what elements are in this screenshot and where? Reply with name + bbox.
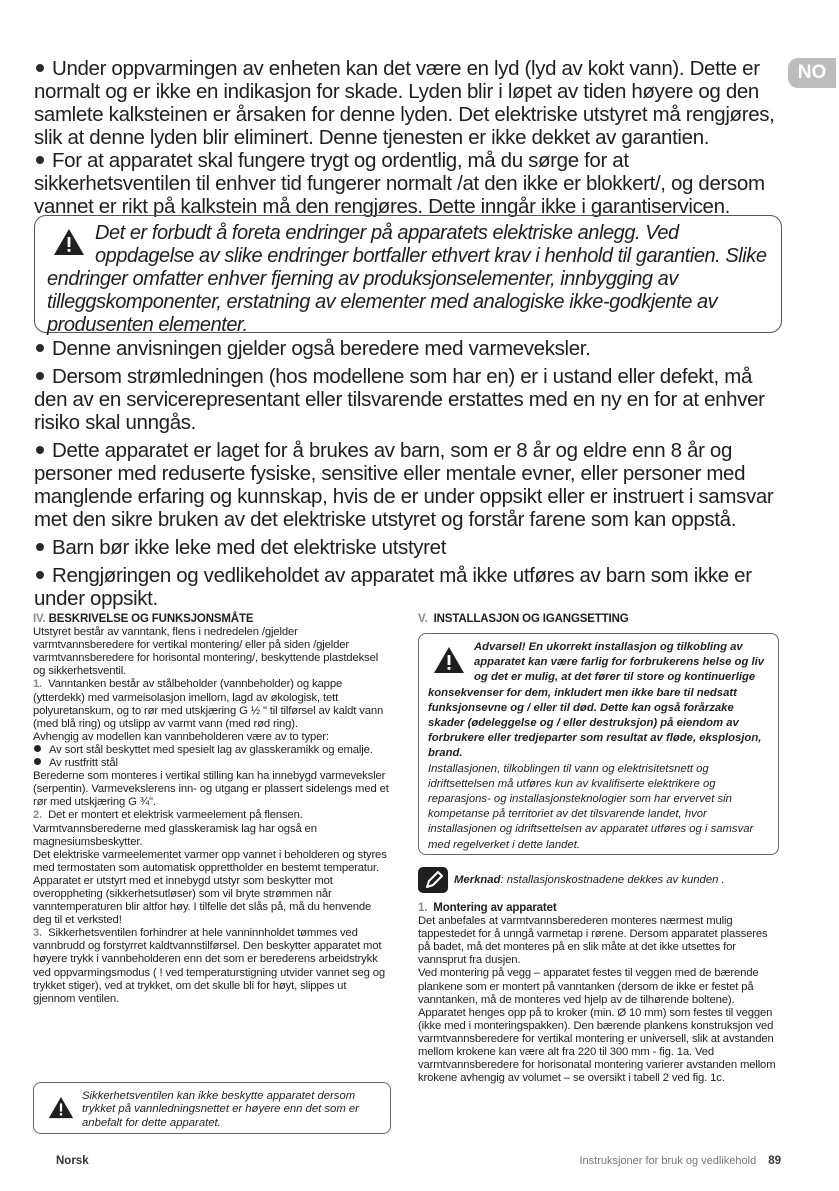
- pencil-icon: [418, 867, 448, 893]
- subsection-heading: 1. Montering av apparatet: [418, 902, 557, 914]
- bullet-dot-icon: [36, 543, 44, 551]
- page-number: 89: [768, 1155, 781, 1167]
- footer-doc-title: Instruksjoner for bruk og vedlikehold 89: [579, 1155, 781, 1167]
- section-v-mounting: 1. Montering av apparatet Det anbefales at varmtvannsberederen monteres nærmest mulig tappestedet for å unngå varmetap i rørene. Dersom apparatet plasseres på badet, må det monteres på en slik måte at det ikke utsettes for vannsprut fra dusjen. Ved montering på vegg – apparatet festes til veggen med de bærende plankene som er montert på vanntanken (dersom de ikke er festet på vanntanken, må de monteres ved hjelp av de tilhørende boltene). Apparatet henges opp på to kroker (min. Ø 10 mm) som festes til veggen (ikke med i monteringspakken). Den bærende plankens konstruksjon ved varmtvannsberedere for vertikal montering er universell, slik at avstanden mellom krokene kan være alt fra 220 til 300 mm - fig. 1a. Ved varmtvannsberedere for horisonatal montering varierer avstanden mellom krokene avhengig av volumet – se oversikt i tabell 2 ved fig. 1c.: [418, 902, 780, 1085]
- bullet-section-top: [34, 57, 784, 149]
- footer-language: Norsk: [56, 1155, 89, 1167]
- bullet-paragraph: Denne anvisningen gjelder også beredere med varmeveksler.: [34, 337, 784, 360]
- note-row: [418, 867, 779, 893]
- bullet-section-bottom: [34, 337, 784, 610]
- warning-triangle-icon: [433, 646, 465, 674]
- list-item: Av sort stål beskyttet med spesielt lag av glasskeramikk og emalje.: [33, 744, 391, 757]
- section-iv-description: IV. BESKRIVELSE OG FUNKSJONSMÅTE Utstyret består av vanntank, flens i nedredelen /gjelder varmtvannsberedere for vertikal montering/ eller på siden /gjelder varmtvannsberedere for horisontal montering/, beskyttende plastdeksel og sikkerhetsventil. 1. Vanntanken består av stålbeholder (vannbeholder) og kappe (ytterdekk) med varmeisolasjon imellom, lagd av økologisk, tett polyuretanskum, og to rør med utskjæring G ½ " til tilførsel av kaldt vann (med blå ring) og utslipp av varmt vann (med rød ring). Avhengig av modellen kan vannbeholderen være av to typer: Av sort stål beskyttet med spesielt lag av glasskeramikk og emalje. Av rustfritt stål Berederne som monteres i vertikal stilling kan ha innebygd varmeveksler (serpentin). Varmevekslerens inn- og utgang er plassert sidelengs med et rør med utskjæring G ¾". 2. Det er montert et elektrisk varmeelement på flensen. Varmtvannsberederne med glasskeramisk lag har også en magnesiumsbeskytter. Det elektriske varmeelementet varmer opp vannet i beholderen og styres med termostaten som automatisk opprettholder en bestemt temperatur. Apparatet er utstyrt med et innebygd utstyr som beskytter mot overoppheting (sikkerhetsutløser) som vil bryte strømmen når vanntemperaturen blir altfor høy. I tilfelle det slås på, må du henvende deg til et verksted! 3. Sikkerhetsventilen forhindrer at hele vanninnholdet tømmes ved vannbrudd og forstyrret kaldtvannstilførsel. Den beskytter apparatet mot høyere trykk i vannbeholderen enn det som er berederens arbeidstrykk ved oppvarmingsmodus ( ! ved temperaturstigning utvider vannet seg og trykket stiger), ved at trykket, om det skulle bli for høyt, slippes ut gjennom ventilen.: [33, 613, 391, 1006]
- warning-box-modifications: Det er forbudt å foreta endringer på apparatets elektriske anlegg. Ved oppdagelse av slike endringer bortfaller ethvert krav i henhold til garantien. Slike endringer omfatter enhver fjerning av produksjonselementer, innbygging av tilleggskomponenter, erstatning av elementer med analogiske ikke-godkjente av produsenten elementer.: [34, 215, 782, 333]
- bullet-dot-icon: [36, 372, 44, 380]
- bullet-paragraph: Under oppvarmingen av enheten kan det være en lyd (lyd av kokt vann). Dette er normalt og er ikke en indikasjon for skade. Lyden blir i løpet av tiden høyere og den samlete kalksteinen er årsaken for denne lyden. Det elektriske utstyret må rengjøres, slik at denne lyden blir eliminert. Denne tjenesten er ikke dekket av garantien.: [34, 57, 775, 149]
- bullet-dot-icon: [36, 571, 44, 579]
- warning-triangle-icon: [53, 228, 85, 256]
- section-heading: V. INSTALLASJON OG IGANGSETTING: [418, 613, 629, 625]
- list-item: Av rustfritt stål: [33, 757, 391, 770]
- language-badge: NO: [788, 58, 836, 88]
- bullet-paragraph: Rengjøringen og vedlikeholdet av apparatet må ikke utføres av barn som ikke er under oppsikt.: [34, 564, 752, 610]
- warning-box-installation: Advarsel! En ukorrekt installasjon og tilkobling av apparatet kan være farlig for forbrukerens helse og liv og det er mulig, at det fører til store og kontinuerlige konsekvenser for dem, inkludert men ikke bare til nedsatt funksjonsevne og / eller til død. Dette kan også forårzake skader (ødeleggelse og / eller destruksjon) på eiendom av forbrukere eller tredjeparter som resultat av fløde, eksplosjon, brand. Installasjonen, tilkoblingen til vann og elektrisitetsnett og idriftsettelsen må utføres kun av kvalifiserte elektrikere og reparasjons- og installasjonsteknologier som har ervervet sin kompetanse på territoriet av det tilsvarende landet, hvor installasjonen og idriftsettelsen av apparatet utføres og i samsvar med regelverket i dette landet.: [418, 633, 779, 855]
- bullet-paragraph: Barn bør ikke leke med det elektriske utstyret: [34, 536, 784, 559]
- bullet-dot-icon: [36, 344, 44, 352]
- bullet-dot-icon: [34, 745, 41, 752]
- warning-triangle-icon: [48, 1096, 74, 1119]
- bullet-dot-icon: [36, 446, 44, 454]
- bullet-section-top-2: [34, 149, 784, 218]
- bullet-paragraph: Dette apparatet er laget for å brukes av barn, som er 8 år og eldre enn 8 år og personer med reduserte fysiske, sensitive eller mentale evner, eller personer med manglende erfaring og kunnskap, hvis de er under oppsikt eller er instruert i samsvar met den sikre bruken av det elektriske utstyret og forstår farene som kan oppstå.: [34, 439, 774, 531]
- warning-box-safety-valve: Sikkerhetsventilen kan ikke beskytte apparatet dersom trykket på vannledningsnettet er høyere enn det som er anbefalt for dette apparatet.: [33, 1082, 391, 1134]
- bullet-paragraph: Dersom strømledningen (hos modellene som har en) er i ustand eller defekt, må den av en servicerepresentant eller tilsvarende erstattes med en ny en for at enhver risiko skal unngås.: [34, 365, 765, 434]
- bullet-dot-icon: [36, 156, 44, 164]
- bullet-dot-icon: [34, 758, 41, 765]
- bullet-dot-icon: [36, 64, 44, 72]
- note-text: Merknad: nstallasjonskostnadene dekkes av kunden .: [454, 874, 725, 886]
- section-heading: IV. BESKRIVELSE OG FUNKSJONSMÅTE: [33, 613, 254, 625]
- bullet-paragraph: For at apparatet skal fungere trygt og ordentlig, må du sørge for at sikkerhetsventilen til enhver tid fungerer normalt /at den ikke er blokkert/, og dersom vannet er rikt på kalkstein må den rengjøres. Dette inngår ikke i garantiservicen.: [34, 149, 765, 218]
- section-v-heading: [418, 613, 780, 626]
